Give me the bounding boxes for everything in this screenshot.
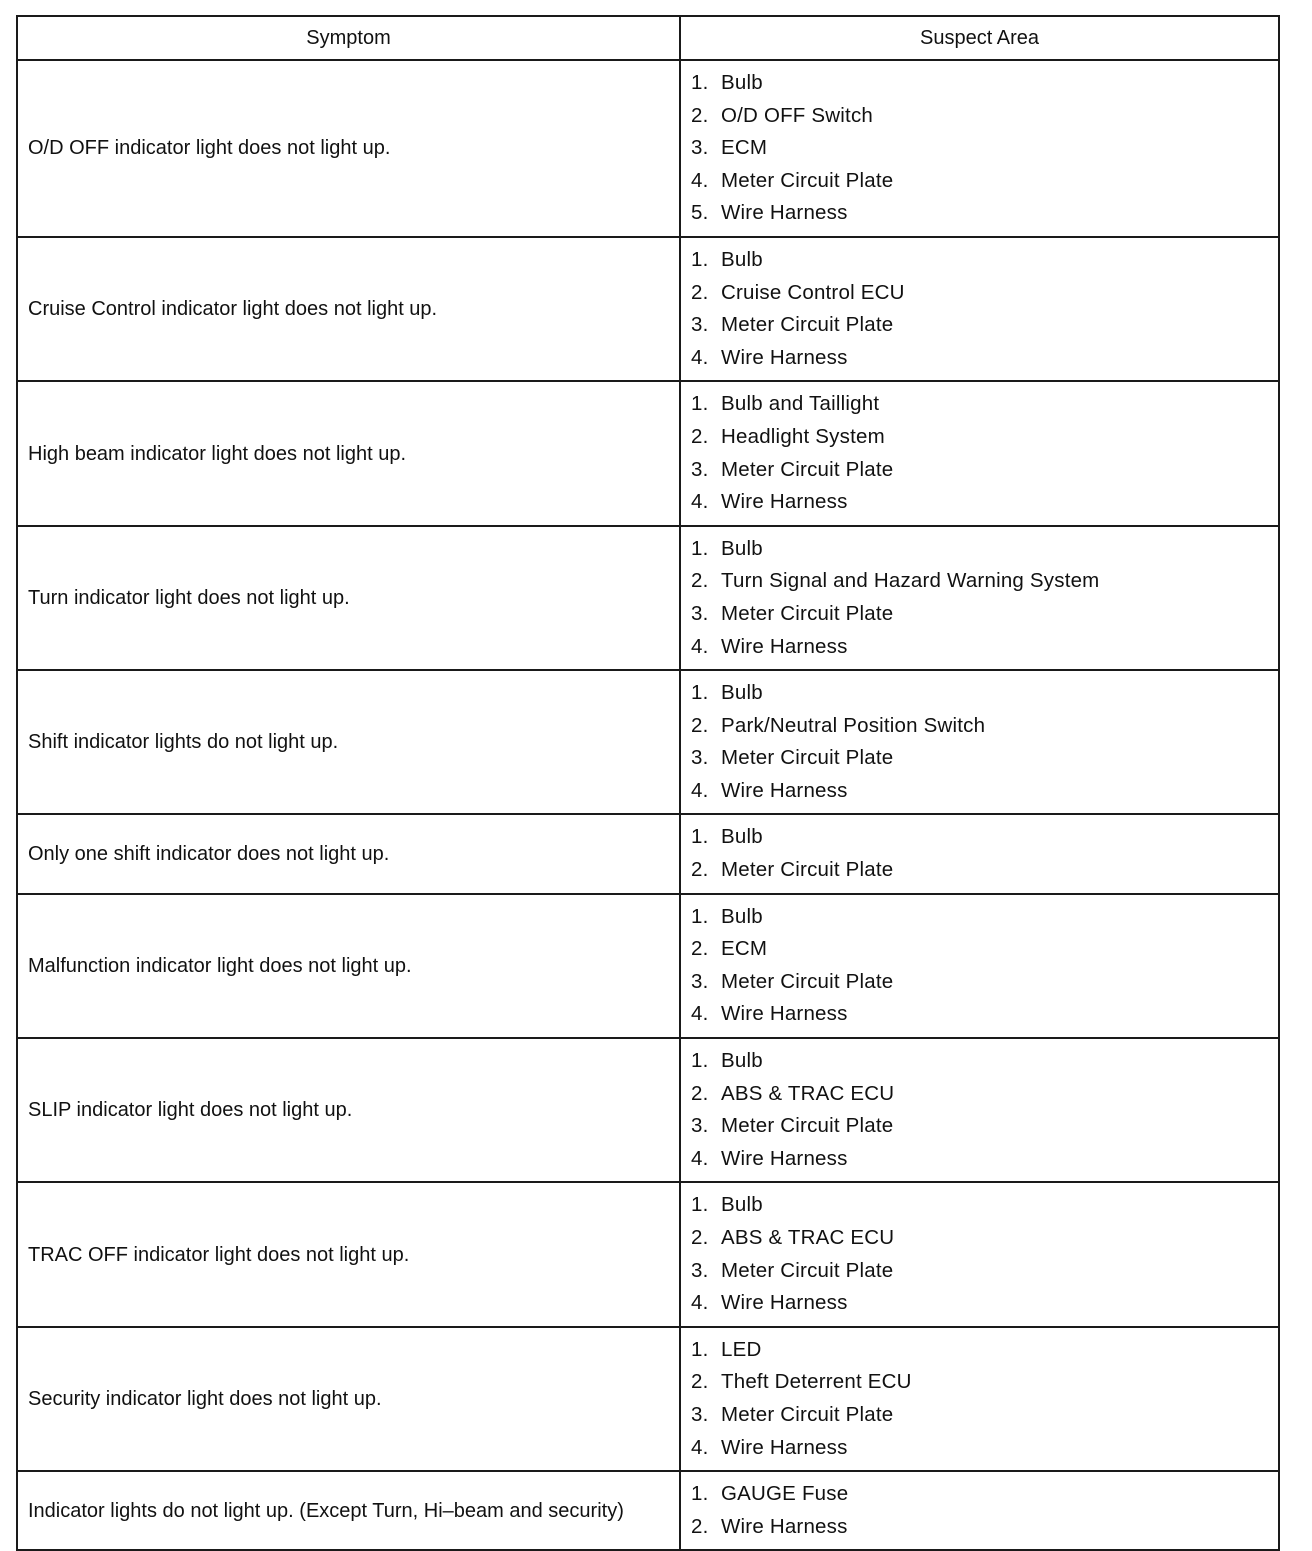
symptom-cell: Security indicator light does not light up.	[17, 1327, 680, 1471]
suspect-area-cell	[680, 237, 1279, 381]
suspect-area-list	[691, 1334, 1268, 1464]
symptom-cell: Turn indicator light does not light up.	[17, 526, 680, 670]
suspect-area-item	[691, 100, 1268, 133]
suspect-area-item	[691, 710, 1268, 743]
symptom-cell: SLIP indicator light does not light up.	[17, 1038, 680, 1182]
suspect-area-item	[691, 1511, 1268, 1544]
symptom-cell: High beam indicator light does not light up.	[17, 381, 680, 525]
suspect-area-item	[691, 933, 1268, 966]
suspect-area-cell	[680, 1327, 1279, 1471]
suspect-area-item	[691, 742, 1268, 775]
suspect-area-list	[691, 677, 1268, 807]
item-number: 5.	[691, 201, 709, 225]
item-number: 3.	[691, 136, 709, 160]
item-text: Wire Harness	[721, 201, 848, 225]
suspect-area-item	[691, 277, 1268, 310]
suspect-area-item	[691, 854, 1268, 887]
suspect-area-item	[691, 631, 1268, 664]
table-row	[17, 381, 1279, 525]
item-text: ABS & TRAC ECU	[721, 1226, 895, 1249]
suspect-area-item	[691, 1366, 1268, 1399]
suspect-area-item	[691, 1143, 1268, 1176]
item-number: 4.	[691, 1002, 709, 1026]
suspect-area-cell	[680, 381, 1279, 525]
item-number: 1.	[691, 536, 709, 560]
item-text: Wire Harness	[721, 778, 848, 802]
suspect-area-cell	[680, 1038, 1279, 1182]
symptom-cell: O/D OFF indicator light does not light up.	[17, 60, 680, 237]
item-number: 2.	[691, 280, 709, 304]
table-row	[17, 894, 1279, 1038]
suspect-area-item	[691, 342, 1268, 375]
item-text: Meter Circuit Plate	[721, 457, 894, 481]
item-text: Meter Circuit Plate	[721, 1402, 894, 1426]
suspect-area-item	[691, 132, 1268, 165]
item-number: 1.	[691, 1193, 709, 1217]
suspect-area-item	[691, 1222, 1268, 1255]
suspect-area-cell	[680, 670, 1279, 814]
item-number: 1.	[691, 1337, 709, 1361]
table-row	[17, 670, 1279, 814]
item-text: Turn Signal and Hazard Warning System	[721, 569, 1100, 593]
suspect-area-item	[691, 244, 1268, 277]
item-text: ECM	[721, 136, 768, 160]
suspect-area-item	[691, 67, 1268, 100]
item-number: 3.	[691, 1402, 709, 1426]
suspect-area-cell	[680, 814, 1279, 893]
item-number: 1.	[691, 71, 709, 94]
suspect-area-item	[691, 1334, 1268, 1367]
item-text: Meter Circuit Plate	[721, 1114, 894, 1138]
item-text: Bulb	[721, 825, 763, 849]
item-number: 1.	[691, 904, 709, 928]
suspect-area-item	[691, 1189, 1268, 1222]
item-text: Wire Harness	[721, 1002, 848, 1026]
item-number: 1.	[691, 825, 709, 849]
item-number: 4.	[691, 168, 709, 192]
suspect-area-item	[691, 1255, 1268, 1288]
suspect-area-item	[691, 775, 1268, 808]
item-text: Bulb	[721, 1049, 763, 1073]
suspect-area-item	[691, 1045, 1268, 1078]
item-text: Bulb	[721, 681, 763, 705]
suspect-area-item	[691, 966, 1268, 999]
item-text: Wire Harness	[721, 1435, 848, 1459]
suspect-area-list	[691, 901, 1268, 1031]
suspect-area-item	[691, 565, 1268, 598]
header-symptom: Symptom	[17, 16, 680, 60]
suspect-area-item	[691, 309, 1268, 342]
item-number: 1.	[691, 392, 709, 416]
item-text: Bulb and Taillight	[721, 392, 880, 416]
item-number: 2.	[691, 1226, 709, 1249]
suspect-area-item	[691, 533, 1268, 566]
symptom-cell: Shift indicator lights do not light up.	[17, 670, 680, 814]
table-row	[17, 60, 1279, 237]
suspect-area-cell	[680, 1182, 1279, 1326]
suspect-area-item	[691, 1432, 1268, 1465]
suspect-area-item	[691, 388, 1268, 421]
suspect-area-item	[691, 901, 1268, 934]
item-text: ABS & TRAC ECU	[721, 1081, 895, 1105]
item-text: GAUGE Fuse	[721, 1482, 849, 1506]
item-text: Bulb	[721, 71, 763, 94]
item-text: Meter Circuit Plate	[721, 313, 894, 337]
table-row	[17, 237, 1279, 381]
suspect-area-cell	[680, 60, 1279, 237]
item-number: 4.	[691, 1435, 709, 1459]
symptom-table	[16, 15, 1280, 1551]
item-number: 3.	[691, 969, 709, 993]
item-number: 3.	[691, 746, 709, 770]
item-number: 3.	[691, 457, 709, 481]
item-text: Wire Harness	[721, 345, 848, 369]
suspect-area-list	[691, 244, 1268, 374]
item-text: Bulb	[721, 536, 763, 560]
item-number: 1.	[691, 247, 709, 271]
table-row	[17, 814, 1279, 893]
item-number: 4.	[691, 634, 709, 658]
symptom-cell: Malfunction indicator light does not light up.	[17, 894, 680, 1038]
item-text: Meter Circuit Plate	[721, 168, 894, 192]
table-body	[17, 60, 1279, 1550]
symptom-cell: Indicator lights do not light up. (Except Turn, Hi–beam and security)	[17, 1471, 680, 1550]
item-number: 4.	[691, 345, 709, 369]
item-text: Bulb	[721, 1193, 763, 1217]
item-text: Meter Circuit Plate	[721, 746, 894, 770]
item-text: Meter Circuit Plate	[721, 969, 894, 993]
suspect-area-item	[691, 598, 1268, 631]
item-number: 1.	[691, 681, 709, 705]
suspect-area-list	[691, 1478, 1268, 1543]
suspect-area-item	[691, 454, 1268, 487]
item-text: Wire Harness	[721, 490, 848, 514]
item-number: 3.	[691, 313, 709, 337]
item-number: 2.	[691, 937, 709, 961]
table-row	[17, 1471, 1279, 1550]
item-number: 1.	[691, 1049, 709, 1073]
symptom-cell: Only one shift indicator does not light up.	[17, 814, 680, 893]
suspect-area-item	[691, 677, 1268, 710]
item-number: 4.	[691, 490, 709, 514]
item-number: 2.	[691, 569, 709, 593]
item-text: Park/Neutral Position Switch	[721, 713, 986, 737]
item-text: Wire Harness	[721, 1514, 848, 1538]
suspect-area-list	[691, 1045, 1268, 1175]
item-number: 2.	[691, 1370, 709, 1394]
suspect-area-item	[691, 421, 1268, 454]
suspect-area-list	[691, 1189, 1268, 1319]
suspect-area-list	[691, 821, 1268, 886]
item-number: 1.	[691, 1482, 709, 1506]
suspect-area-item	[691, 1287, 1268, 1320]
item-number: 4.	[691, 778, 709, 802]
item-number: 4.	[691, 1291, 709, 1315]
symptom-cell: Cruise Control indicator light does not light up.	[17, 237, 680, 381]
suspect-area-list	[691, 388, 1268, 518]
item-text: LED	[721, 1337, 762, 1361]
item-number: 3.	[691, 1114, 709, 1138]
item-text: Theft Deterrent ECU	[721, 1370, 912, 1394]
suspect-area-list	[691, 533, 1268, 663]
item-text: Wire Harness	[721, 1291, 848, 1315]
suspect-area-item	[691, 1478, 1268, 1511]
table-row	[17, 526, 1279, 670]
table-row	[17, 1327, 1279, 1471]
item-number: 3.	[691, 601, 709, 625]
item-text: Wire Harness	[721, 634, 848, 658]
item-text: Cruise Control ECU	[721, 280, 905, 304]
item-number: 3.	[691, 1258, 709, 1282]
suspect-area-item	[691, 486, 1268, 519]
suspect-area-cell	[680, 1471, 1279, 1550]
item-number: 2.	[691, 858, 709, 882]
item-text: Meter Circuit Plate	[721, 601, 894, 625]
item-number: 2.	[691, 1081, 709, 1105]
suspect-area-list	[691, 67, 1268, 230]
item-text: Wire Harness	[721, 1146, 848, 1170]
item-number: 4.	[691, 1146, 709, 1170]
item-text: Meter Circuit Plate	[721, 1258, 894, 1282]
header-row	[17, 16, 1279, 60]
item-number: 2.	[691, 424, 709, 448]
header-suspect-area: Suspect Area	[680, 16, 1279, 60]
item-number: 2.	[691, 103, 709, 127]
item-number: 2.	[691, 713, 709, 737]
suspect-area-cell	[680, 894, 1279, 1038]
item-text: O/D OFF Switch	[721, 103, 874, 127]
suspect-area-item	[691, 821, 1268, 854]
suspect-area-item	[691, 197, 1268, 230]
item-text: Headlight System	[721, 424, 885, 448]
suspect-area-item	[691, 1110, 1268, 1143]
item-text: ECM	[721, 937, 768, 961]
item-text: Meter Circuit Plate	[721, 858, 894, 882]
suspect-area-item	[691, 1078, 1268, 1111]
item-number: 2.	[691, 1514, 709, 1538]
suspect-area-item	[691, 165, 1268, 198]
suspect-area-cell	[680, 526, 1279, 670]
table-row	[17, 1182, 1279, 1326]
item-text: Bulb	[721, 904, 763, 928]
symptom-cell: TRAC OFF indicator light does not light up.	[17, 1182, 680, 1326]
suspect-area-item	[691, 1399, 1268, 1432]
item-text: Bulb	[721, 247, 763, 271]
suspect-area-item	[691, 998, 1268, 1031]
table-row	[17, 1038, 1279, 1182]
